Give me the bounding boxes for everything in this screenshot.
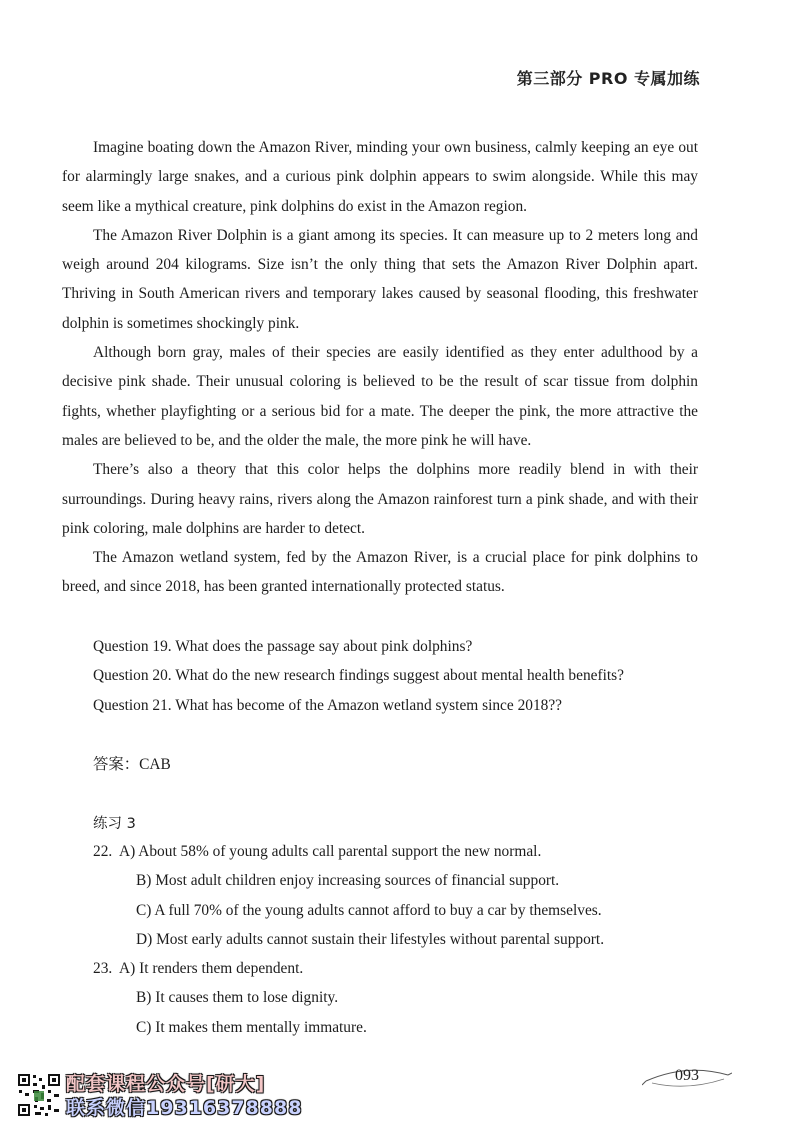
option-a: A) About 58% of young adults call parental support the new normal. (119, 843, 542, 860)
page-number (642, 1061, 732, 1093)
option-list (119, 837, 605, 954)
option-c: C) It makes them mentally immature. (136, 1018, 367, 1036)
reading-passage (62, 133, 698, 602)
option-c: C) A full 70% of the young adults cannot afford to buy a car by themselves. (136, 901, 602, 919)
question-item: Question 19. What does the passage say about pink dolphins? (93, 638, 473, 655)
option-b: B) Most adult children enjoy increasing sources of financial support. (136, 872, 560, 890)
option-a: A) It renders them dependent. (119, 960, 304, 978)
passage-paragraph: The Amazon River Dolphin is a giant among its species. It can measure up to 2 meters long and weigh around 204 kilograms. Size isn’t the only thing that sets the Amazon River Dolphin apart. Thriving in South American rivers and temporary lakes caused by seasonal flooding, this freshwater dolphin is sometimes shockingly pink. (62, 226, 698, 332)
question-item: Question 21. What has become of the Amazon wetland system since 2018?? (93, 696, 563, 714)
passage-paragraph: Although born gray, males of their species are easily identified as they enter adulthood by a decisive pink shade. Their unusual coloring is believed to be the result of scar tissue from dolphin fights, whether playfighting or a serious bid for a mate. The deeper the pink, the more attractive the males are believed to be, and the older the male, the more pink he will have. (62, 344, 698, 449)
question-23 (93, 954, 604, 1042)
passage-paragraph: Imagine boating down the Amazon River, minding your own business, calmly keeping an eye out for alarmingly large snakes, and a curious pink dolphin appears to swim alongside. While this may seem like a mythical creature, pink dolphins do exist in the Amazon region. (62, 139, 698, 215)
option-b: B) It causes them to lose dignity. (136, 989, 339, 1007)
question-item: Question 20. What do the new research findings suggest about mental health benefits? (93, 667, 624, 685)
practice-options (93, 837, 604, 1042)
passage-paragraph: The Amazon wetland system, fed by the Amazon River, is a crucial place for pink dolphins to breed, and since 2018, has been granted internationally protected status. (62, 549, 698, 596)
question-list (93, 632, 624, 720)
passage-paragraph: There’s also a theory that this color helps the dolphins more readily blend in with their surroundings. During heavy rains, rivers along the Amazon rainforest turn a pink shade, and with their pink coloring, male dolphins are harder to detect. (62, 461, 698, 537)
option-list (119, 954, 367, 1042)
answer-key: 答案：CAB (93, 756, 171, 773)
question-number: 22. (93, 843, 113, 860)
page-number-text: 093 (675, 1067, 699, 1084)
question-22 (93, 837, 604, 954)
promo-line-2: 联系微信19316378888 (66, 1097, 303, 1119)
option-d: D) Most early adults cannot sustain their lifestyles without parental support. (136, 930, 605, 948)
section-header: 第三部分 PRO 专属加练 (516, 69, 700, 88)
promo-line-1: 配套课程公众号[研大] (66, 1073, 266, 1095)
promo-watermark (66, 1072, 302, 1120)
practice-title: 练习 3 (93, 816, 136, 832)
question-number: 23. (93, 960, 113, 978)
qr-code-icon (17, 1073, 61, 1117)
